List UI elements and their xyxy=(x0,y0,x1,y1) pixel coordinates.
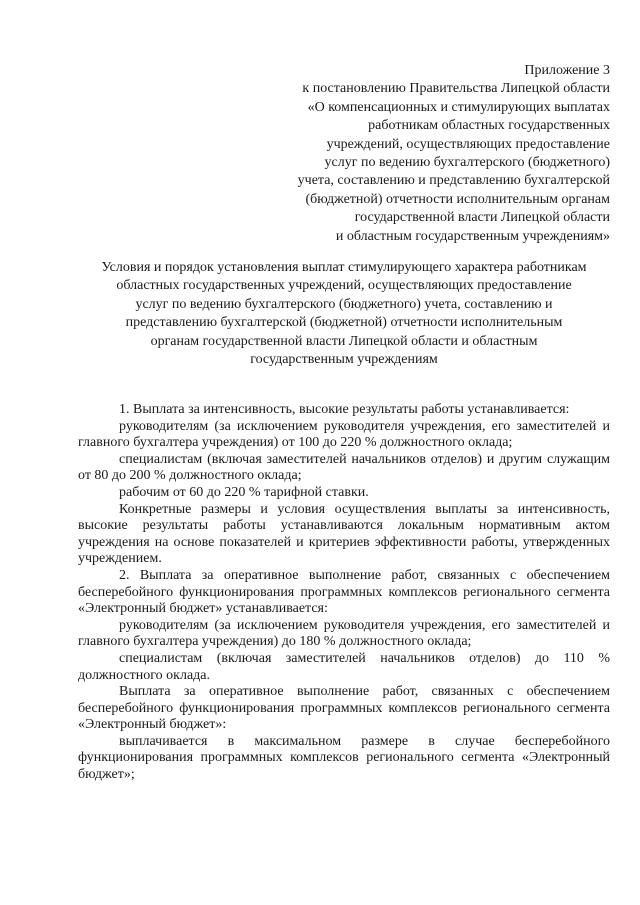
appendix-line: государственной власти Липецкой области xyxy=(354,210,610,226)
appendix-line: (бюджетной) отчетности исполнительным органам xyxy=(305,191,610,207)
paragraph: 2. Выплата за оперативное выполнение работ, связанных с обеспечением бесперебойного функционирования программных комплексов регионального сегмента «Электронный бюджет» устанавливается: xyxy=(78,567,610,617)
appendix-line: к постановлению Правительства Липецкой области xyxy=(302,81,610,97)
appendix-line: услуг по ведению бухгалтерского (бюджетного) xyxy=(324,155,610,171)
document-body xyxy=(78,402,610,784)
title-line: органам государственной власти Липецкой области и областным xyxy=(150,333,538,349)
appendix-line: «О компенсационных и стимулирующих выплатах xyxy=(307,99,610,115)
title-line: представлению бухгалтерской (бюджетной) отчетности исполнительным xyxy=(125,315,563,331)
paragraph: руководителям (за исключением руководителя учреждения, его заместителей и главного бухгалтера учреждения) до 180 % должностного оклада; xyxy=(78,617,610,650)
appendix-line: учреждений, осуществляющих предоставление xyxy=(326,136,610,152)
title-line: Условия и порядок установления выплат стимулирующего характера работникам xyxy=(101,260,587,275)
appendix-line: и областным государственным учреждениям» xyxy=(335,228,610,244)
paragraph: 1. Выплата за интенсивность, высокие результаты работы устанавливается: xyxy=(119,402,570,417)
document-title xyxy=(78,259,610,369)
appendix-line: Приложение 3 xyxy=(524,63,610,78)
paragraph: специалистам (включая заместителей начальников отделов) до 110 % должностного оклада. xyxy=(78,650,610,683)
paragraph: Выплата за оперативное выполнение работ, связанных с обеспечением бесперебойного функционирования программных комплексов регионального сегмента «Электронный бюджет»: xyxy=(78,684,610,733)
title-line: государственным учреждениям xyxy=(250,352,438,368)
paragraph: Конкретные размеры и условия осуществления выплаты за интенсивность, высокие результаты работы устанавливаются локальным нормативным актом учреждения на основе показателей и критериев эффективности работы, утвержденных учреждением. xyxy=(78,501,610,567)
paragraph: рабочим от 60 до 220 % тарифной ставки. xyxy=(119,484,369,500)
paragraph: руководителям (за исключением руководителя учреждения, его заместителей и главного бухгалтера учреждения) от 100 до 220 % должностного оклада; xyxy=(78,418,610,451)
title-line: услуг по ведению бухгалтерского (бюджетного) учета, составлению и xyxy=(135,296,553,312)
paragraph: специалистам (включая заместителей начальников отделов) и другим служащим от 80 до 200 % должностного оклада; xyxy=(78,451,610,484)
appendix-line: работникам областных государственных xyxy=(368,118,610,134)
appendix-line: учета, составлению и представлению бухгалтерской xyxy=(297,173,610,189)
appendix-header xyxy=(250,62,610,246)
paragraph: выплачивается в максимальном размере в случае бесперебойного функционирования программных комплексов регионального сегмента «Электронный бюджет»; xyxy=(78,733,610,783)
title-line: областных государственных учреждений, осуществляющих предоставление xyxy=(116,278,572,294)
